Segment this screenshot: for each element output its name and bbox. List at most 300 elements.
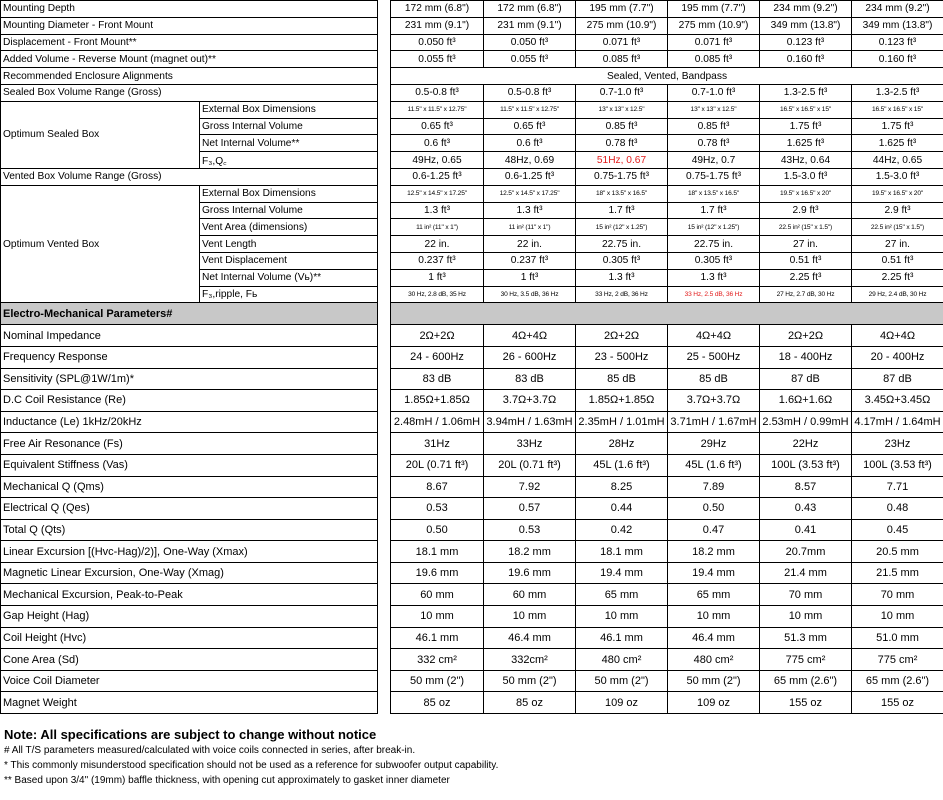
xmag-row bbox=[1, 562, 378, 584]
hvc-value: 46.4 mm bbox=[668, 627, 760, 649]
vented-gross-label: Gross Internal Volume bbox=[200, 202, 378, 219]
impedance-value: 2Ω+2Ω bbox=[391, 325, 484, 347]
sealed-ext-value: 16.5" x 16.5" x 15" bbox=[760, 101, 852, 118]
hvc-values-row bbox=[391, 627, 943, 649]
sealed-range-value: 1.3-2.5 ft³ bbox=[760, 84, 852, 101]
sealed-ext-values-row bbox=[391, 101, 943, 118]
sensitivity-value: 85 dB bbox=[576, 368, 668, 390]
qts-values-row bbox=[391, 519, 943, 541]
sensitivity-values-row bbox=[391, 368, 943, 390]
sealed-ext-label: External Box Dimensions bbox=[200, 101, 378, 118]
dcr-values-row bbox=[391, 390, 943, 412]
section-header-fill bbox=[391, 303, 943, 325]
dcr-value: 1.85Ω+1.85Ω bbox=[391, 390, 484, 412]
alignments-label: Recommended Enclosure Alignments bbox=[1, 68, 378, 85]
section-header: Electro-Mechanical Parameters# bbox=[1, 303, 378, 325]
added-volume-value: 0.160 ft³ bbox=[852, 51, 943, 68]
vcd-value: 50 mm (2") bbox=[576, 670, 668, 692]
vcd-value: 65 mm (2.6") bbox=[852, 670, 943, 692]
vent-area-label: Vent Area (dimensions) bbox=[200, 219, 378, 236]
impedance-value: 4Ω+4Ω bbox=[852, 325, 943, 347]
vent-displacement-value: 0.305 ft³ bbox=[576, 252, 668, 269]
dcr-label: D.C Coil Resistance (Re) bbox=[1, 390, 378, 412]
diameter-value: 275 mm (10.9") bbox=[668, 17, 760, 34]
added-volume-label: Added Volume - Reverse Mount (magnet out)** bbox=[1, 51, 378, 68]
qms-value: 8.67 bbox=[391, 476, 484, 498]
diameter-value: 349 mm (13.8") bbox=[760, 17, 852, 34]
notes-section bbox=[4, 727, 939, 788]
vent-area-value: 22.5 in² (15" x 1.5") bbox=[852, 219, 943, 236]
displacement-values-row bbox=[391, 34, 943, 51]
dcr-value: 3.45Ω+3.45Ω bbox=[852, 390, 943, 412]
freq-value: 23 - 500Hz bbox=[576, 346, 668, 368]
sealed-ext-value: 11.5" x 11.5" x 12.75" bbox=[391, 101, 484, 118]
vented-f3-label: F₃,ripple, Fь bbox=[200, 286, 378, 303]
fs-value: 33Hz bbox=[484, 433, 576, 455]
sealed-f3qc-value: 44Hz, 0.65 bbox=[852, 152, 943, 169]
fs-row bbox=[1, 433, 378, 455]
diameter-row bbox=[1, 17, 378, 34]
diameter-value: 349 mm (13.8") bbox=[852, 17, 943, 34]
vented-net-value: 2.25 ft³ bbox=[760, 269, 852, 286]
hvc-value: 46.1 mm bbox=[391, 627, 484, 649]
displacement-value: 0.050 ft³ bbox=[484, 34, 576, 51]
fs-label: Free Air Resonance (Fs) bbox=[1, 433, 378, 455]
vented-ext-value: 18" x 13.5" x 16.5" bbox=[576, 185, 668, 202]
vented-gross-value: 2.9 ft³ bbox=[760, 202, 852, 219]
note-series-coils: # All T/S parameters measured/calculated with voice coils connected in series, after break-in. bbox=[4, 745, 416, 756]
diameter-value: 231 mm (9.1") bbox=[391, 17, 484, 34]
xmag-value: 19.4 mm bbox=[576, 562, 668, 584]
inductance-value: 2.48mH / 1.06mH bbox=[391, 411, 484, 433]
added-volume-value: 0.160 ft³ bbox=[760, 51, 852, 68]
ptp-label: Mechanical Excursion, Peak-to-Peak bbox=[1, 584, 378, 606]
added-volume-value: 0.085 ft³ bbox=[668, 51, 760, 68]
vcd-value: 50 mm (2") bbox=[668, 670, 760, 692]
vented-ext-value: 18" x 13.5" x 16.5" bbox=[668, 185, 760, 202]
ptp-value: 65 mm bbox=[668, 584, 760, 606]
freq-value: 20 - 400Hz bbox=[852, 346, 943, 368]
sealed-box-group-label: Optimum Sealed Box bbox=[1, 101, 200, 168]
impedance-values-row bbox=[391, 325, 943, 347]
sd-value: 775 cm² bbox=[852, 649, 943, 671]
qts-value: 0.42 bbox=[576, 519, 668, 541]
hag-value: 10 mm bbox=[760, 606, 852, 628]
xmax-value: 20.5 mm bbox=[852, 541, 943, 563]
sealed-ext-value: 11.5" x 11.5" x 12.75" bbox=[484, 101, 576, 118]
vent-displacement-value: 0.51 ft³ bbox=[852, 252, 943, 269]
hvc-row bbox=[1, 627, 378, 649]
vented-f3-value: 33 Hz, 2.5 dB, 36 Hz bbox=[668, 286, 760, 303]
fs-value: 22Hz bbox=[760, 433, 852, 455]
xmax-value: 18.2 mm bbox=[668, 541, 760, 563]
sealed-gross-values-row bbox=[391, 118, 943, 135]
sealed-range-value: 0.7-1.0 ft³ bbox=[576, 84, 668, 101]
fs-value: 28Hz bbox=[576, 433, 668, 455]
vent-displacement-value: 0.51 ft³ bbox=[760, 252, 852, 269]
qes-value: 0.53 bbox=[391, 498, 484, 520]
vented-gross-value: 1.3 ft³ bbox=[391, 202, 484, 219]
magnet-value: 109 oz bbox=[576, 692, 668, 714]
dcr-value: 3.7Ω+3.7Ω bbox=[668, 390, 760, 412]
xmag-label: Magnetic Linear Excursion, One-Way (Xmag) bbox=[1, 562, 378, 584]
vented-ext-label: External Box Dimensions bbox=[200, 185, 378, 202]
vented-gross-value: 1.3 ft³ bbox=[484, 202, 576, 219]
vented-range-value: 0.75-1.75 ft³ bbox=[668, 168, 760, 185]
xmag-value: 21.4 mm bbox=[760, 562, 852, 584]
depth-value: 172 mm (6.8") bbox=[391, 1, 484, 18]
qts-value: 0.53 bbox=[484, 519, 576, 541]
ptp-values-row bbox=[391, 584, 943, 606]
qms-value: 7.89 bbox=[668, 476, 760, 498]
xmax-value: 18.1 mm bbox=[391, 541, 484, 563]
sealed-f3qc-value: 43Hz, 0.64 bbox=[760, 152, 852, 169]
qts-value: 0.50 bbox=[391, 519, 484, 541]
vas-value: 45L (1.6 ft³) bbox=[668, 454, 760, 476]
hvc-value: 46.1 mm bbox=[576, 627, 668, 649]
vented-range-values-row bbox=[391, 168, 943, 185]
vas-value: 20L (0.71 ft³) bbox=[484, 454, 576, 476]
xmax-value: 18.1 mm bbox=[576, 541, 668, 563]
vented-f3-value: 30 Hz, 2.8 dB, 35 Hz bbox=[391, 286, 484, 303]
section-header-row bbox=[1, 303, 378, 325]
vas-row bbox=[1, 454, 378, 476]
vent-area-value: 11 in² (11" x 1") bbox=[484, 219, 576, 236]
sealed-ext-value: 16.5" x 16.5" x 15" bbox=[852, 101, 943, 118]
xmax-label: Linear Excursion [(Hvc-Hag)/2)], One-Way (Xmax) bbox=[1, 541, 378, 563]
vented-ext-values-row bbox=[391, 185, 943, 202]
freq-value: 18 - 400Hz bbox=[760, 346, 852, 368]
vas-value: 100L (3.53 ft³) bbox=[852, 454, 943, 476]
qts-value: 0.41 bbox=[760, 519, 852, 541]
qms-value: 7.92 bbox=[484, 476, 576, 498]
vented-range-label: Vented Box Volume Range (Gross) bbox=[1, 168, 378, 185]
sealed-f3qc-value: 48Hz, 0.69 bbox=[484, 152, 576, 169]
sealed-f3qc-label: F₃,Q꜀ bbox=[200, 152, 378, 169]
sensitivity-row bbox=[1, 368, 378, 390]
inductance-label: Inductance (Le) 1kHz/20kHz bbox=[1, 411, 378, 433]
inductance-value: 4.17mH / 1.64mH bbox=[852, 411, 943, 433]
qts-row bbox=[1, 519, 378, 541]
vent-displacement-values-row bbox=[391, 252, 943, 269]
vent-area-value: 15 in² (12" x 1.25") bbox=[576, 219, 668, 236]
sealed-net-values-row bbox=[391, 135, 943, 152]
vent-displacement-label: Vent Displacement bbox=[200, 252, 378, 269]
hag-value: 10 mm bbox=[484, 606, 576, 628]
inductance-values-row bbox=[391, 411, 943, 433]
sealed-range-value: 0.7-1.0 ft³ bbox=[668, 84, 760, 101]
sd-row bbox=[1, 649, 378, 671]
vented-range-value: 0.6-1.25 ft³ bbox=[391, 168, 484, 185]
sealed-net-value: 1.625 ft³ bbox=[760, 135, 852, 152]
sealed-net-label: Net Internal Volume** bbox=[200, 135, 378, 152]
sealed-net-value: 0.6 ft³ bbox=[484, 135, 576, 152]
vented-gross-values-row bbox=[391, 202, 943, 219]
impedance-value: 4Ω+4Ω bbox=[484, 325, 576, 347]
vas-value: 45L (1.6 ft³) bbox=[576, 454, 668, 476]
vented-net-label: Net Internal Volume (Vь)** bbox=[200, 269, 378, 286]
fs-value: 31Hz bbox=[391, 433, 484, 455]
xmag-value: 19.6 mm bbox=[391, 562, 484, 584]
xmax-row bbox=[1, 541, 378, 563]
qts-label: Total Q (Qts) bbox=[1, 519, 378, 541]
displacement-value: 0.050 ft³ bbox=[391, 34, 484, 51]
ptp-value: 70 mm bbox=[852, 584, 943, 606]
xmag-values-row bbox=[391, 562, 943, 584]
vent-length-values-row bbox=[391, 236, 943, 253]
sensitivity-label: Sensitivity (SPL@1W/1m)* bbox=[1, 368, 378, 390]
sealed-gross-value: 0.85 ft³ bbox=[668, 118, 760, 135]
qms-value: 8.25 bbox=[576, 476, 668, 498]
fs-value: 29Hz bbox=[668, 433, 760, 455]
vented-ext-value: 19.5" x 16.5" x 20" bbox=[760, 185, 852, 202]
qes-value: 0.57 bbox=[484, 498, 576, 520]
qms-value: 7.71 bbox=[852, 476, 943, 498]
diameter-label: Mounting Diameter - Front Mount bbox=[1, 17, 378, 34]
qms-values-row bbox=[391, 476, 943, 498]
sealed-net-value: 0.6 ft³ bbox=[391, 135, 484, 152]
sealed-f3qc-value: 49Hz, 0.65 bbox=[391, 152, 484, 169]
vented-net-value: 2.25 ft³ bbox=[852, 269, 943, 286]
note-sensitivity: * This commonly misunderstood specification should not be used as a reference for subwoofer output capability. bbox=[4, 760, 499, 771]
vented-f3-value: 27 Hz, 2.7 dB, 30 Hz bbox=[760, 286, 852, 303]
xmax-value: 18.2 mm bbox=[484, 541, 576, 563]
vented-ext-value: 19.5" x 16.5" x 20" bbox=[852, 185, 943, 202]
sealed-f3qc-values-row bbox=[391, 152, 943, 169]
notes-title: Note: All specifications are subject to change without notice bbox=[4, 727, 377, 742]
sd-value: 480 cm² bbox=[668, 649, 760, 671]
qes-values-row bbox=[391, 498, 943, 520]
vented-ext-value: 12.5" x 14.5" x 17.25" bbox=[484, 185, 576, 202]
sealed-f3qc-value: 49Hz, 0.7 bbox=[668, 152, 760, 169]
ptp-value: 60 mm bbox=[484, 584, 576, 606]
sealed-range-label: Sealed Box Volume Range (Gross) bbox=[1, 84, 378, 101]
inductance-row bbox=[1, 411, 378, 433]
fs-value: 23Hz bbox=[852, 433, 943, 455]
sealed-net-value: 0.78 ft³ bbox=[668, 135, 760, 152]
displacement-value: 0.123 ft³ bbox=[852, 34, 943, 51]
sd-label: Cone Area (Sd) bbox=[1, 649, 378, 671]
depth-values-row bbox=[391, 1, 943, 18]
vent-displacement-value: 0.305 ft³ bbox=[668, 252, 760, 269]
diameter-values-row bbox=[391, 17, 943, 34]
sealed-range-value: 0.5-0.8 ft³ bbox=[484, 84, 576, 101]
sensitivity-value: 87 dB bbox=[760, 368, 852, 390]
sealed-ext-value: 13" x 13" x 12.5" bbox=[668, 101, 760, 118]
magnet-value: 109 oz bbox=[668, 692, 760, 714]
xmax-values-row bbox=[391, 541, 943, 563]
added-volume-value: 0.055 ft³ bbox=[484, 51, 576, 68]
vent-displacement-value: 0.237 ft³ bbox=[391, 252, 484, 269]
magnet-label: Magnet Weight bbox=[1, 692, 378, 714]
vented-range-value: 0.6-1.25 ft³ bbox=[484, 168, 576, 185]
vented-f3-values-row bbox=[391, 286, 943, 303]
sd-values-row bbox=[391, 649, 943, 671]
sealed-net-value: 0.78 ft³ bbox=[576, 135, 668, 152]
ptp-row bbox=[1, 584, 378, 606]
vent-length-value: 27 in. bbox=[760, 236, 852, 253]
vas-value: 100L (3.53 ft³) bbox=[760, 454, 852, 476]
vented-ext-row bbox=[1, 185, 378, 202]
impedance-value: 2Ω+2Ω bbox=[576, 325, 668, 347]
vent-area-value: 11 in² (11" x 1") bbox=[391, 219, 484, 236]
vented-net-values-row bbox=[391, 269, 943, 286]
vent-area-value: 15 in² (12" x 1.25") bbox=[668, 219, 760, 236]
vcd-value: 50 mm (2") bbox=[391, 670, 484, 692]
qes-value: 0.44 bbox=[576, 498, 668, 520]
vas-values-row bbox=[391, 454, 943, 476]
dcr-value: 1.6Ω+1.6Ω bbox=[760, 390, 852, 412]
vent-length-value: 22.75 in. bbox=[576, 236, 668, 253]
qes-row bbox=[1, 498, 378, 520]
xmag-value: 21.5 mm bbox=[852, 562, 943, 584]
model-values-table bbox=[390, 0, 943, 714]
inductance-value: 3.71mH / 1.67mH bbox=[668, 411, 760, 433]
sensitivity-value: 85 dB bbox=[668, 368, 760, 390]
vented-range-value: 1.5-3.0 ft³ bbox=[852, 168, 943, 185]
displacement-value: 0.071 ft³ bbox=[668, 34, 760, 51]
hvc-value: 46.4 mm bbox=[484, 627, 576, 649]
added-volume-value: 0.055 ft³ bbox=[391, 51, 484, 68]
ptp-value: 70 mm bbox=[760, 584, 852, 606]
vcd-row bbox=[1, 670, 378, 692]
qes-value: 0.48 bbox=[852, 498, 943, 520]
depth-value: 195 mm (7.7") bbox=[668, 1, 760, 18]
vent-length-value: 22 in. bbox=[391, 236, 484, 253]
sd-value: 332cm² bbox=[484, 649, 576, 671]
hag-values-row bbox=[391, 606, 943, 628]
sealed-range-values-row bbox=[391, 84, 943, 101]
sealed-gross-value: 1.75 ft³ bbox=[852, 118, 943, 135]
sealed-range-value: 0.5-0.8 ft³ bbox=[391, 84, 484, 101]
hag-label: Gap Height (Hag) bbox=[1, 606, 378, 628]
alignments-values-row bbox=[391, 68, 943, 85]
ptp-value: 65 mm bbox=[576, 584, 668, 606]
added-volume-row bbox=[1, 51, 378, 68]
freq-label: Frequency Response bbox=[1, 346, 378, 368]
vented-f3-value: 30 Hz, 3.5 dB, 36 Hz bbox=[484, 286, 576, 303]
vent-displacement-value: 0.237 ft³ bbox=[484, 252, 576, 269]
vented-range-value: 1.5-3.0 ft³ bbox=[760, 168, 852, 185]
section-header-values-row bbox=[391, 303, 943, 325]
displacement-value: 0.071 ft³ bbox=[576, 34, 668, 51]
vented-range-row bbox=[1, 168, 378, 185]
sealed-ext-row bbox=[1, 101, 378, 118]
displacement-label: Displacement - Front Mount** bbox=[1, 34, 378, 51]
qms-value: 8.57 bbox=[760, 476, 852, 498]
xmag-value: 19.4 mm bbox=[668, 562, 760, 584]
sealed-gross-value: 1.75 ft³ bbox=[760, 118, 852, 135]
sealed-range-row bbox=[1, 84, 378, 101]
hag-row bbox=[1, 606, 378, 628]
hag-value: 10 mm bbox=[852, 606, 943, 628]
magnet-value: 155 oz bbox=[760, 692, 852, 714]
depth-value: 234 mm (9.2") bbox=[760, 1, 852, 18]
qes-label: Electrical Q (Qes) bbox=[1, 498, 378, 520]
vcd-label: Voice Coil Diameter bbox=[1, 670, 378, 692]
hag-value: 10 mm bbox=[391, 606, 484, 628]
note-baffle: ** Based upon 3/4" (19mm) baffle thickness, with opening cut approximately to gasket inner diameter bbox=[4, 775, 450, 786]
hvc-value: 51.3 mm bbox=[760, 627, 852, 649]
alignments-value: Sealed, Vented, Bandpass bbox=[391, 68, 943, 85]
vented-f3-value: 33 Hz, 2 dB, 36 Hz bbox=[576, 286, 668, 303]
parameter-labels-table bbox=[0, 0, 378, 714]
vcd-values-row bbox=[391, 670, 943, 692]
freq-row bbox=[1, 346, 378, 368]
inductance-value: 2.35mH / 1.01mH bbox=[576, 411, 668, 433]
magnet-value: 85 oz bbox=[484, 692, 576, 714]
displacement-value: 0.123 ft³ bbox=[760, 34, 852, 51]
vent-length-value: 22.75 in. bbox=[668, 236, 760, 253]
vented-net-value: 1 ft³ bbox=[484, 269, 576, 286]
vent-length-value: 27 in. bbox=[852, 236, 943, 253]
vented-range-value: 0.75-1.75 ft³ bbox=[576, 168, 668, 185]
sealed-gross-value: 0.65 ft³ bbox=[484, 118, 576, 135]
impedance-value: 4Ω+4Ω bbox=[668, 325, 760, 347]
sd-value: 332 cm² bbox=[391, 649, 484, 671]
vented-gross-value: 1.7 ft³ bbox=[668, 202, 760, 219]
magnet-value: 155 oz bbox=[852, 692, 943, 714]
sealed-net-value: 1.625 ft³ bbox=[852, 135, 943, 152]
impedance-row bbox=[1, 325, 378, 347]
vented-gross-value: 1.7 ft³ bbox=[576, 202, 668, 219]
vented-f3-value: 29 Hz, 2.4 dB, 30 Hz bbox=[852, 286, 943, 303]
vent-area-values-row bbox=[391, 219, 943, 236]
xmag-value: 19.6 mm bbox=[484, 562, 576, 584]
qes-value: 0.50 bbox=[668, 498, 760, 520]
depth-value: 234 mm (9.2") bbox=[852, 1, 943, 18]
sd-value: 480 cm² bbox=[576, 649, 668, 671]
hag-value: 10 mm bbox=[576, 606, 668, 628]
displacement-row bbox=[1, 34, 378, 51]
depth-value: 172 mm (6.8") bbox=[484, 1, 576, 18]
dcr-value: 1.85Ω+1.85Ω bbox=[576, 390, 668, 412]
sensitivity-value: 87 dB bbox=[852, 368, 943, 390]
dcr-value: 3.7Ω+3.7Ω bbox=[484, 390, 576, 412]
added-volume-value: 0.085 ft³ bbox=[576, 51, 668, 68]
sealed-gross-value: 0.85 ft³ bbox=[576, 118, 668, 135]
alignments-row bbox=[1, 68, 378, 85]
diameter-value: 275 mm (10.9") bbox=[576, 17, 668, 34]
sealed-ext-value: 13" x 13" x 12.5" bbox=[576, 101, 668, 118]
vas-value: 20L (0.71 ft³) bbox=[391, 454, 484, 476]
vented-box-group-label: Optimum Vented Box bbox=[1, 185, 200, 303]
qes-value: 0.43 bbox=[760, 498, 852, 520]
added-volume-values-row bbox=[391, 51, 943, 68]
xmax-value: 20.7mm bbox=[760, 541, 852, 563]
depth-value: 195 mm (7.7") bbox=[576, 1, 668, 18]
magnet-value: 85 oz bbox=[391, 692, 484, 714]
vented-net-value: 1.3 ft³ bbox=[668, 269, 760, 286]
vented-net-value: 1 ft³ bbox=[391, 269, 484, 286]
freq-value: 24 - 600Hz bbox=[391, 346, 484, 368]
vas-label: Equivalent Stiffness (Vas) bbox=[1, 454, 378, 476]
vented-net-value: 1.3 ft³ bbox=[576, 269, 668, 286]
dcr-row bbox=[1, 390, 378, 412]
qms-row bbox=[1, 476, 378, 498]
impedance-label: Nominal Impedance bbox=[1, 325, 378, 347]
sealed-gross-label: Gross Internal Volume bbox=[200, 118, 378, 135]
fs-values-row bbox=[391, 433, 943, 455]
hag-value: 10 mm bbox=[668, 606, 760, 628]
qts-value: 0.45 bbox=[852, 519, 943, 541]
impedance-value: 2Ω+2Ω bbox=[760, 325, 852, 347]
sd-value: 775 cm² bbox=[760, 649, 852, 671]
freq-values-row bbox=[391, 346, 943, 368]
qts-value: 0.47 bbox=[668, 519, 760, 541]
magnet-values-row bbox=[391, 692, 943, 714]
vcd-value: 50 mm (2") bbox=[484, 670, 576, 692]
